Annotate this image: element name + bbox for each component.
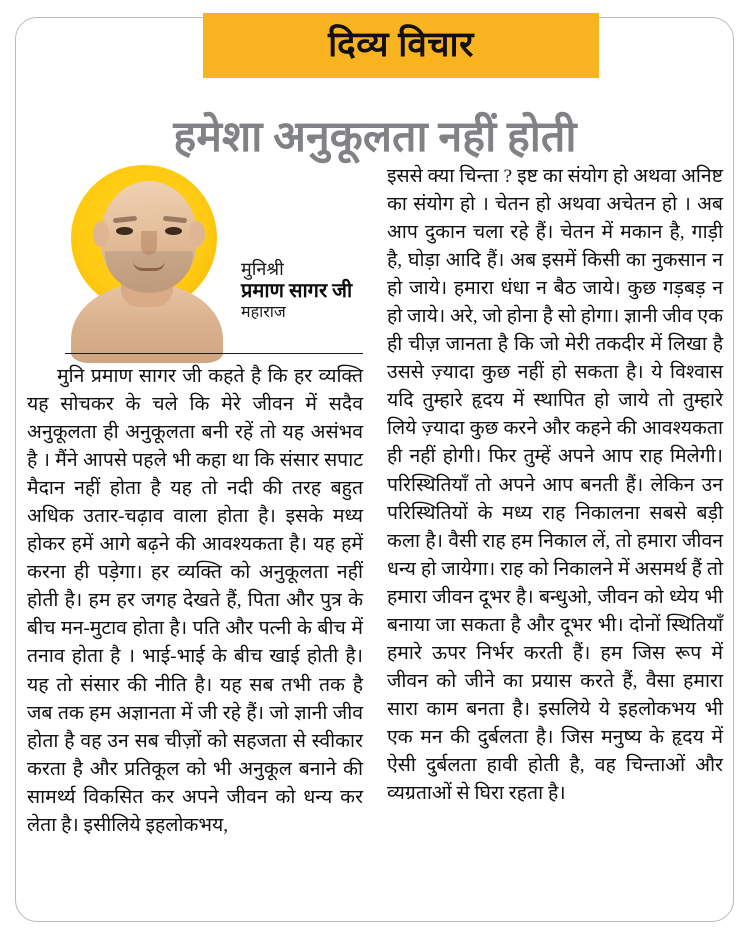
section-banner-title: दिव्य विचार [328, 25, 474, 64]
article-column-right [387, 163, 723, 915]
author-title: महाराज [241, 303, 286, 321]
article-body-left: मुनि प्रमाण सागर जी कहते है कि हर व्यक्ति यह सोचकर के चले कि मेरे जीवन में सदैव अनुकूलता ही अनुकूलता बनी रहें तो यह असंभव है । मैंने आपसे पहले भी कहा था कि संसार सपाट मैदान नहीं होता है यह तो नदी की तरह बहुत अधिक उतार-चढ़ाव वाला होता है। इसके मध्य होकर हमें आगे बढ़ने की आवश्यकता है। यह हमें करना ही पड़ेगा। हर व्यक्ति को अनुकूलता नहीं होती है। हम हर जगह देखते हैं, पिता और पुत्र के बीच मन-मुटाव होता है। पति और पत्नी के बीच में तनाव होता है । भाई-भाई के बीच खाई होती है। यह तो संसार की नीति है। यह सब तभी तक है जब तक हम अज्ञानता में जी रहे हैं। जो ज्ञानी जीव होता है वह उन सब चीज़ों को सहजता से स्वीकार करता है और प्रतिकूल को भी अनुकूल बनाने की सामर्थ्य विकसित कर अपने जीवन को धन्य कर लेता है। इसीलिये इहलोकभय, [27, 366, 363, 836]
byline [241, 259, 365, 321]
author-honorific: मुनिश्री [241, 259, 284, 279]
author-name: प्रमाण सागर जी [241, 280, 353, 303]
monk-portrait-icon [65, 165, 233, 357]
section-banner [203, 13, 599, 78]
article-column-left [27, 163, 363, 915]
author-block [27, 163, 363, 359]
avatar [65, 165, 233, 357]
divider [65, 353, 363, 354]
article-columns [27, 163, 723, 915]
page-title: हमेशा अनुकूलता नहीं होती [173, 113, 577, 161]
article-body-right: इससे क्या चिन्ता ? इष्ट का संयोग हो अथवा अनिष्ट का संयोग हो । चेतन हो अथवा अचेतन हो । अब आप दुकान चला रहे हैं। चेतन में मकान है, गाड़ी है, घोड़ा आदि हैं। अब इसमें किसी का नुकसान न हो जाये। हमारा धंधा न बैठ जाये। कुछ गड़बड़ न हो जाये। अरे, जो होना है सो होगा। ज्ञानी जीव एक ही चीज़ जानता है कि जो मेरी तकदीर में लिखा है उससे ज़्यादा कुछ नहीं हो सकता है। ये विश्वास यदि तुम्हारे हृदय में स्थापित हो जाये तो तुम्हारे लिये ज़्यादा कुछ करने और कहने की आवश्यकता ही नहीं होगी। फिर तुम्हें अपने आप राह मिलेगी। परिस्थितियाँ तो अपने आप बनती हैं। लेकिन उन परिस्थितियों के मध्य राह निकालना सबसे बड़ी कला है। वैसी राह हम निकाल लें, तो हमारा जीवन धन्य हो जायेगा। राह को निकालने में असमर्थ हैं तो हमारा जीवन दूभर है। बन्धुओ, जीवन को ध्येय भी बनाया जा सकता है और दूभर भी। दोनों स्थितियाँ हमारे ऊपर निर्भर करती हैं। हम जिस रूप में जीवन को जीने का प्रयास करते हैं, वैसा हमारा सारा काम बनता है। इसलिये ये इहलोकभय भी एक मन की दुर्बलता है। जिस मनुष्य के हृदय में ऐसी दुर्बलता हावी होती है, वह चिन्ताओं और व्यग्रताओं से घिरा रहता है। [387, 166, 723, 805]
